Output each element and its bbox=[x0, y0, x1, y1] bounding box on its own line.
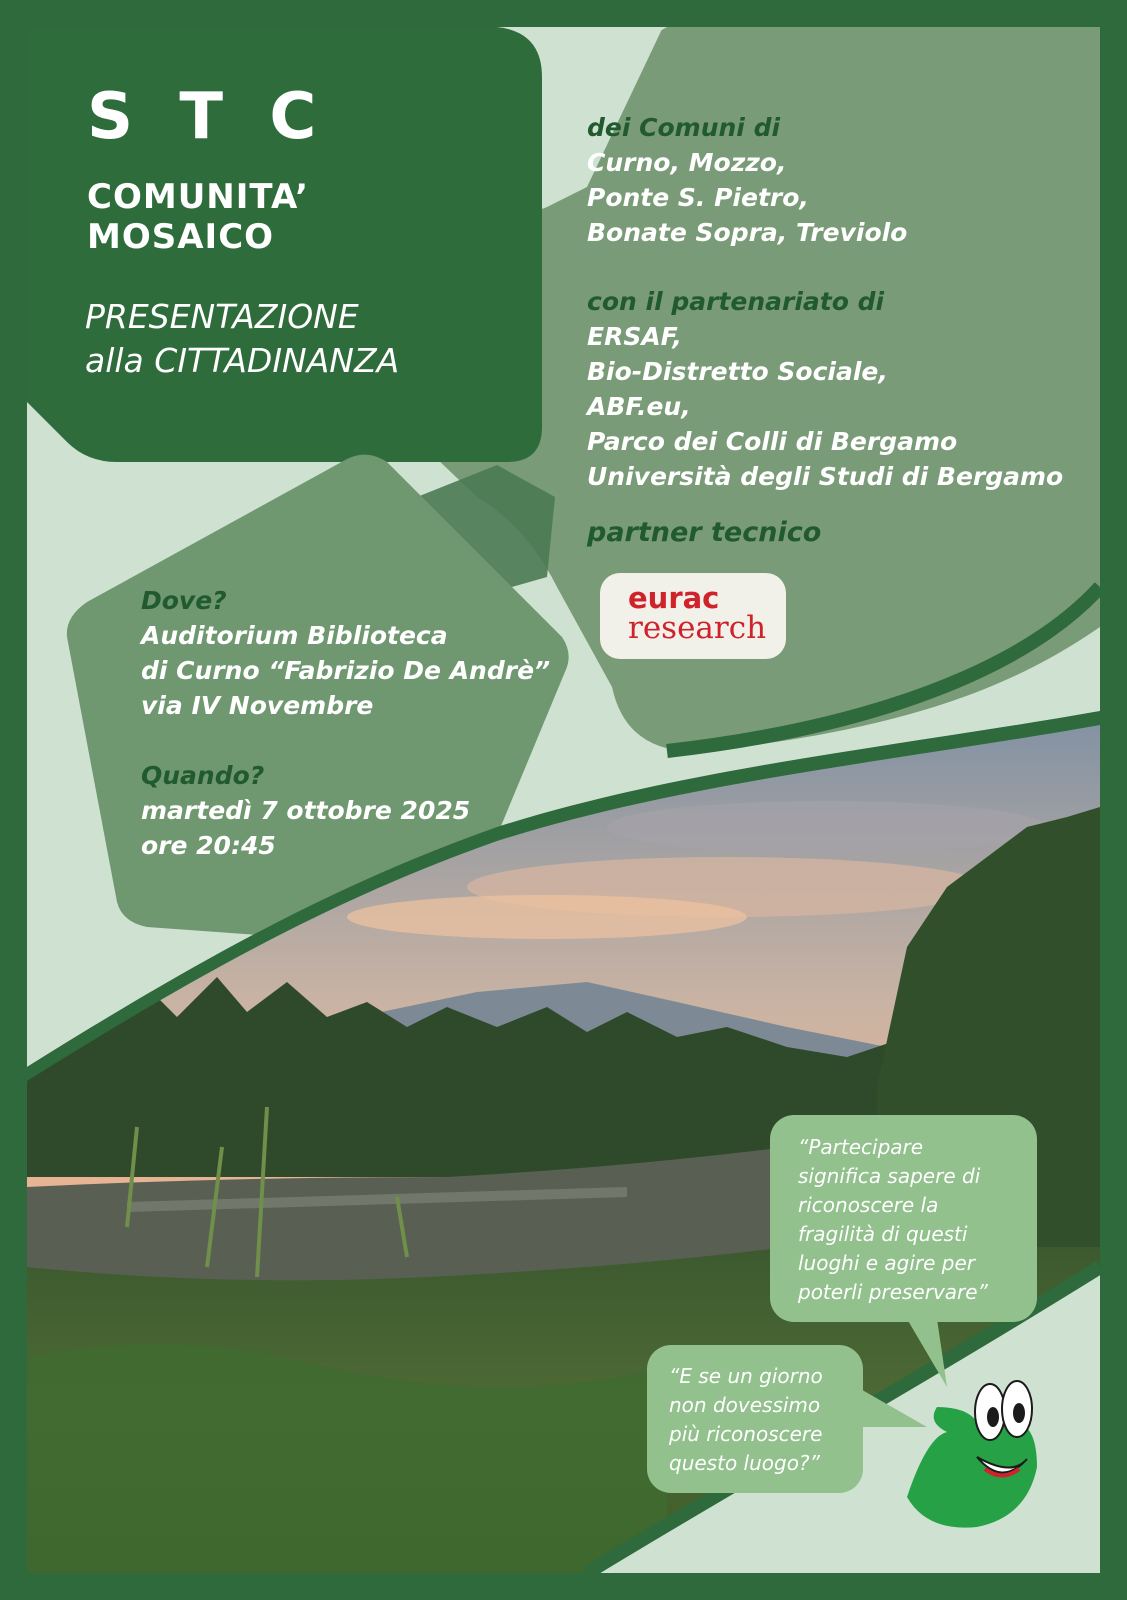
eurac-logo-line-2: research bbox=[628, 610, 767, 646]
poster-title: S T C bbox=[87, 80, 329, 154]
event-block bbox=[141, 583, 550, 863]
project-name-line-1: COMUNITA’ bbox=[87, 177, 310, 217]
where-line: Auditorium Biblioteca bbox=[141, 621, 448, 650]
comuni-item: Ponte S. Pietro, bbox=[587, 183, 809, 212]
quote-1-line: riconoscere la bbox=[798, 1193, 939, 1217]
quote-2-line: questo luogo?” bbox=[669, 1451, 820, 1475]
quote-2-line: più riconoscere bbox=[669, 1422, 823, 1446]
quote-1-line: significa sapere di bbox=[798, 1164, 981, 1188]
poster-inner bbox=[27, 27, 1100, 1573]
eurac-logo[interactable] bbox=[600, 573, 786, 659]
quote-1-line: “Partecipare bbox=[798, 1135, 924, 1159]
technical-partner-heading: partner tecnico bbox=[587, 517, 822, 548]
comuni-item: Bonate Sopra, Treviolo bbox=[587, 218, 908, 247]
partner-item: Bio-Distretto Sociale, bbox=[587, 357, 888, 386]
where-line: di Curno “Fabrizio De Andrè” bbox=[141, 656, 551, 685]
eurac-logo-line-1: eurac bbox=[628, 581, 720, 615]
partner-item: ABF.eu, bbox=[587, 392, 691, 421]
where-label: Dove? bbox=[141, 586, 227, 615]
presentation-subtitle bbox=[85, 295, 399, 383]
comuni-block bbox=[587, 110, 907, 250]
quote-1-line: luoghi e agire per bbox=[798, 1251, 976, 1275]
project-name bbox=[87, 177, 309, 257]
presentation-line-1: PRESENTAZIONE bbox=[85, 297, 359, 336]
project-name-line-2: MOSAICO bbox=[87, 217, 275, 257]
when-label: Quando? bbox=[141, 761, 265, 790]
quote-1-line: fragilità di questi bbox=[798, 1222, 968, 1246]
quote-2-line: non dovessimo bbox=[669, 1393, 821, 1417]
partners-list bbox=[587, 319, 1063, 494]
quote-2-line: “E se un giorno bbox=[669, 1364, 823, 1388]
quote-1-line: poterli preservare” bbox=[798, 1280, 988, 1304]
comuni-heading: dei Comuni di bbox=[587, 113, 781, 142]
partner-item: ERSAF, bbox=[587, 322, 682, 351]
quote-2 bbox=[669, 1362, 859, 1478]
partners-heading: con il partenariato di bbox=[587, 287, 885, 316]
when-time: ore 20:45 bbox=[141, 831, 276, 860]
where-line: via IV Novembre bbox=[141, 691, 374, 720]
partner-item: Università degli Studi di Bergamo bbox=[587, 462, 1064, 491]
when-date: martedì 7 ottobre 2025 bbox=[141, 796, 471, 825]
comuni-list bbox=[587, 145, 907, 250]
quote-1 bbox=[798, 1133, 1034, 1307]
partners-block bbox=[587, 284, 1063, 494]
partner-item: Parco dei Colli di Bergamo bbox=[587, 427, 958, 456]
comuni-item: Curno, Mozzo, bbox=[587, 148, 787, 177]
presentation-line-2: alla CITTADINANZA bbox=[85, 341, 400, 380]
